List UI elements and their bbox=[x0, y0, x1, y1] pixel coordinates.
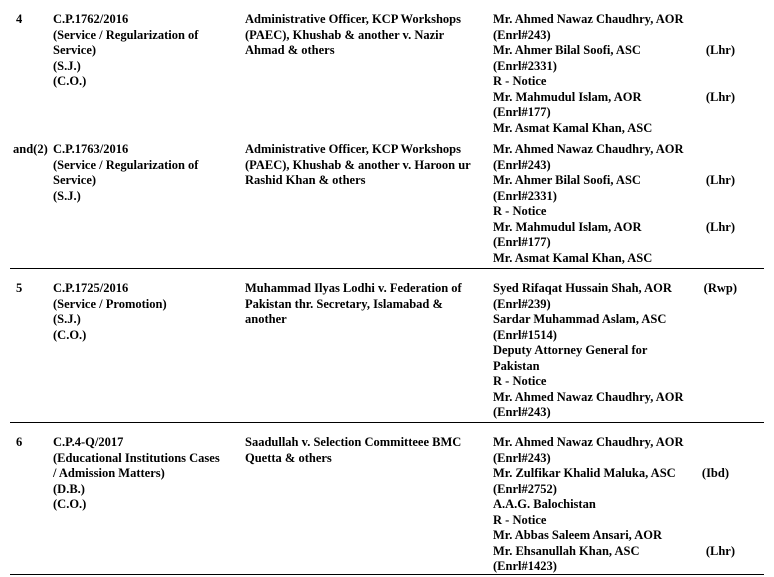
counsel-line: (Enrl#177) bbox=[493, 235, 551, 249]
case-number: 6 bbox=[16, 435, 23, 449]
city-code: (Lhr) bbox=[705, 173, 735, 187]
parties-line: (PAEC), Khushab & another v. Haroon ur bbox=[245, 157, 471, 172]
counsel-list bbox=[493, 142, 745, 266]
counsel-line: R - Notice bbox=[493, 374, 547, 388]
counsel-line: Mr. Ahmed Nawaz Chaudhry, AOR bbox=[493, 12, 684, 26]
counsel-line: (Enrl#1514) bbox=[493, 327, 557, 342]
case-parties bbox=[245, 281, 490, 328]
parties-line: Administrative Officer, KCP Workshops bbox=[245, 12, 461, 26]
case-category: (Service / Regularization of bbox=[53, 27, 199, 42]
case-divider bbox=[10, 422, 764, 423]
case-number: 5 bbox=[16, 281, 23, 295]
counsel-line: (Enrl#243) bbox=[493, 27, 551, 42]
counsel-line: Mr. Ahmed Nawaz Chaudhry, AOR bbox=[493, 389, 684, 404]
counsel-line: Pakistan bbox=[493, 358, 540, 373]
case-parties bbox=[245, 142, 490, 189]
case-details bbox=[53, 281, 238, 343]
case-category: Service) bbox=[53, 43, 97, 57]
parties-line: Ahmad & others bbox=[245, 43, 335, 57]
counsel-line: (Enrl#2331) bbox=[493, 58, 557, 73]
counsel-line: Mr. Abbas Saleem Ansari, AOR bbox=[493, 528, 663, 542]
parties-line: Pakistan thr. Secretary, Islamabad & bbox=[245, 296, 443, 311]
bench-code: (C.O.) bbox=[53, 327, 87, 342]
parties-line: another bbox=[245, 312, 287, 326]
counsel-line: R - Notice bbox=[493, 74, 547, 88]
parties-line: Quetta & others bbox=[245, 450, 332, 465]
bench-code: (D.B.) bbox=[53, 481, 85, 496]
counsel-line: (Enrl#177) bbox=[493, 105, 551, 119]
counsel-line: R - Notice bbox=[493, 204, 547, 218]
city-code: (Lhr) bbox=[705, 43, 735, 57]
counsel-line: Mr. Ahmed Nawaz Chaudhry, AOR bbox=[493, 435, 684, 449]
case-divider bbox=[10, 268, 764, 269]
bench-code: (S.J.) bbox=[53, 312, 81, 326]
counsel-list bbox=[493, 12, 745, 136]
city-code: (Lhr) bbox=[705, 543, 735, 558]
case-category: (Service / Promotion) bbox=[53, 296, 167, 311]
case-parties bbox=[245, 12, 490, 59]
counsel-line: (Enrl#1423) bbox=[493, 559, 557, 573]
counsel-line: Syed Rifaqat Hussain Shah, AOR (Rwp) bbox=[493, 281, 737, 295]
case-category: / Admission Matters) bbox=[53, 466, 165, 480]
city-code: (Ibd) bbox=[701, 466, 729, 480]
bench-code: (S.J.) bbox=[53, 188, 81, 203]
counsel-line: Mr. Mahmudul Islam, AOR (Lhr) bbox=[493, 219, 735, 234]
parties-line: Rashid Khan & others bbox=[245, 173, 366, 187]
counsel-line: Sardar Muhammad Aslam, ASC bbox=[493, 312, 667, 326]
bench-code: (C.O.) bbox=[53, 74, 87, 88]
case-details bbox=[53, 142, 238, 204]
counsel-line: (Enrl#2331) bbox=[493, 188, 557, 203]
case-number: 4 bbox=[16, 12, 23, 26]
case-number: and(2) bbox=[13, 142, 48, 156]
counsel-line: (Enrl#239) bbox=[493, 296, 551, 311]
counsel-line: (Enrl#243) bbox=[493, 157, 551, 172]
parties-line: Muhammad Ilyas Lodhi v. Federation of bbox=[245, 281, 462, 295]
counsel-line: Mr. Ahmed Nawaz Chaudhry, AOR bbox=[493, 142, 684, 156]
counsel-list bbox=[493, 281, 745, 421]
city-code: (Lhr) bbox=[705, 89, 735, 104]
case-title: C.P.1763/2016 bbox=[53, 142, 129, 156]
case-category: (Educational Institutions Cases bbox=[53, 450, 220, 465]
counsel-line: Mr. Ehsanullah Khan, ASC (Lhr) bbox=[493, 543, 735, 558]
case-parties bbox=[245, 435, 490, 466]
counsel-line: Mr. Ahmer Bilal Soofi, ASC (Lhr) bbox=[493, 173, 735, 187]
city-code: (Lhr) bbox=[705, 219, 735, 234]
bench-code: (S.J.) bbox=[53, 58, 81, 73]
counsel-line: Mr. Asmat Kamal Khan, ASC bbox=[493, 120, 653, 135]
case-title: C.P.4-Q/2017 bbox=[53, 435, 124, 449]
counsel-line: Mr. Zulfikar Khalid Maluka, ASC (Ibd) bbox=[493, 466, 729, 480]
parties-line: Administrative Officer, KCP Workshops bbox=[245, 142, 461, 156]
case-category: (Service / Regularization of bbox=[53, 157, 199, 172]
counsel-line: Mr. Ahmer Bilal Soofi, ASC (Lhr) bbox=[493, 43, 735, 57]
case-category: Service) bbox=[53, 173, 97, 187]
counsel-line: Deputy Attorney General for bbox=[493, 343, 648, 357]
case-details bbox=[53, 435, 238, 513]
counsel-line: (Enrl#243) bbox=[493, 450, 551, 465]
counsel-line: R - Notice bbox=[493, 512, 547, 527]
counsel-line: Mr. Asmat Kamal Khan, ASC bbox=[493, 250, 653, 265]
case-title: C.P.1725/2016 bbox=[53, 281, 129, 295]
counsel-list bbox=[493, 435, 745, 575]
parties-line: Saadullah v. Selection Committeee BMC bbox=[245, 435, 462, 449]
counsel-line: A.A.G. Balochistan bbox=[493, 497, 596, 511]
case-title: C.P.1762/2016 bbox=[53, 12, 129, 26]
counsel-line: (Enrl#2752) bbox=[493, 481, 557, 496]
city-code: (Rwp) bbox=[703, 281, 737, 295]
parties-line: (PAEC), Khushab & another v. Nazir bbox=[245, 27, 445, 42]
case-divider bbox=[10, 574, 764, 575]
bench-code: (C.O.) bbox=[53, 497, 87, 511]
case-details bbox=[53, 12, 238, 90]
counsel-line: Mr. Mahmudul Islam, AOR (Lhr) bbox=[493, 89, 735, 104]
counsel-line: (Enrl#243) bbox=[493, 405, 551, 419]
